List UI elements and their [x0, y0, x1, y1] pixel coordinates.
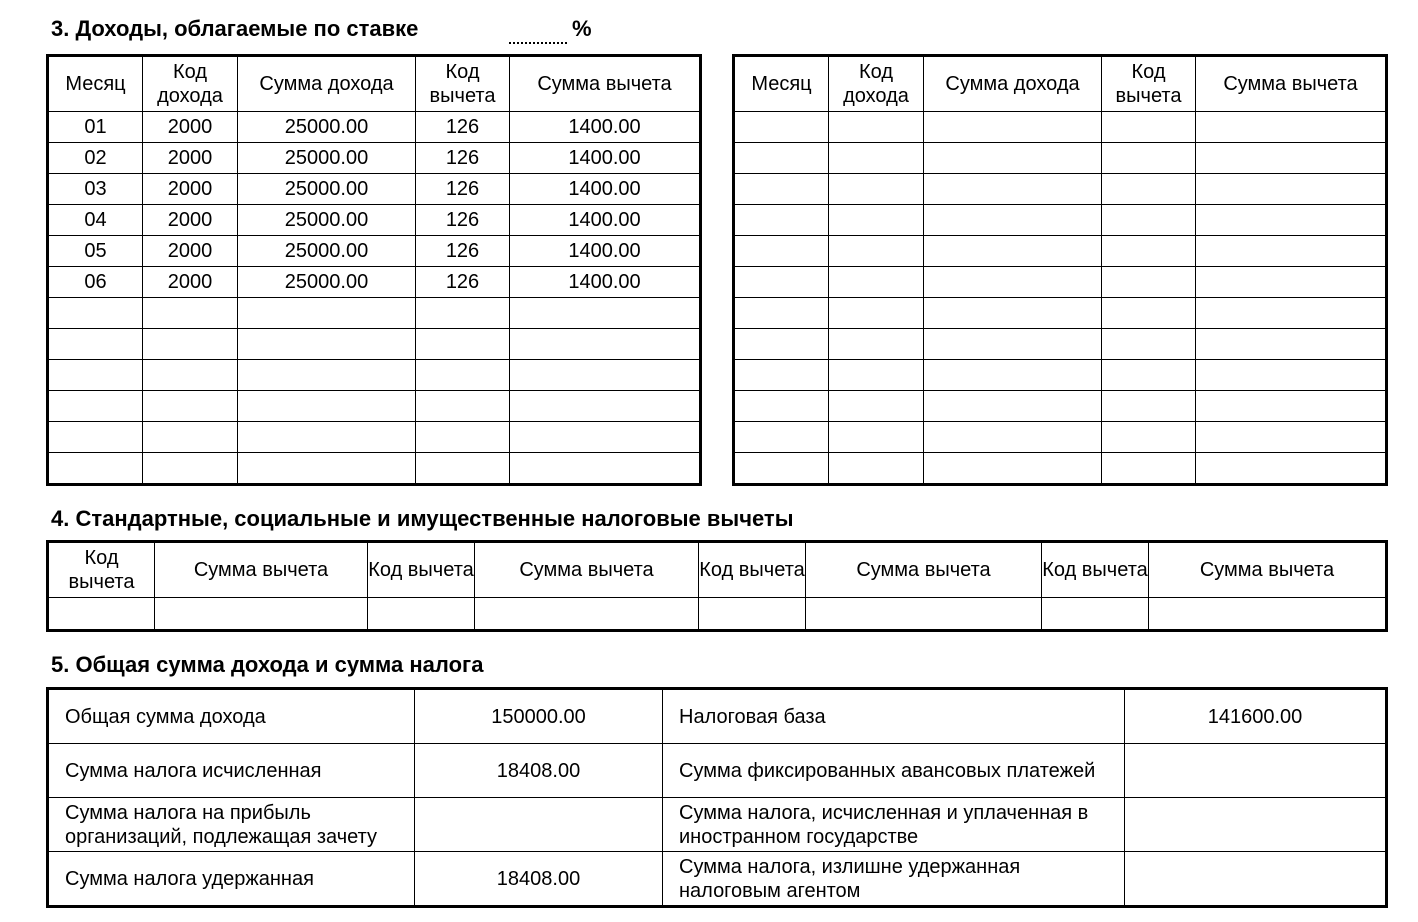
header-income-amount: Сумма дохода: [238, 56, 416, 112]
header-deduction-code: Код вычета: [416, 56, 510, 112]
table-row: [734, 112, 1387, 143]
month-cell: 01: [48, 112, 143, 143]
income-code-cell: 2000: [143, 112, 238, 143]
deduction-amount-cell: 1400.00: [510, 174, 701, 205]
excess-withheld-value: [1125, 852, 1387, 907]
deduction-amount-cell: 1400.00: [510, 112, 701, 143]
deduction-amount-cell: 1400.00: [510, 267, 701, 298]
income-amount-cell: [238, 298, 416, 329]
month-cell: [734, 112, 829, 143]
month-cell: [734, 236, 829, 267]
header-income-code: Код дохода: [143, 56, 238, 112]
deduction-code-cell: [1102, 174, 1196, 205]
section-5-title: 5. Общая сумма дохода и сумма налога: [51, 652, 484, 677]
table-row: [48, 798, 1387, 852]
deduction-amount-cell: [1196, 267, 1387, 298]
month-cell: 06: [48, 267, 143, 298]
totals-table: [46, 687, 1388, 908]
foreign-tax-value: [1125, 798, 1387, 852]
month-cell: 02: [48, 143, 143, 174]
month-cell: [734, 422, 829, 453]
month-cell: 04: [48, 205, 143, 236]
header-deduction-code: Код вычета: [368, 542, 475, 598]
header-income-code: Код дохода: [829, 56, 924, 112]
income-code-cell: [143, 391, 238, 422]
income-code-cell: 2000: [143, 143, 238, 174]
deduction-amount-cell: [806, 598, 1042, 631]
deduction-amount-cell: [510, 298, 701, 329]
deduction-amount-cell: [510, 391, 701, 422]
table-row: [48, 112, 701, 143]
deduction-amount-cell: [1196, 174, 1387, 205]
income-amount-cell: [238, 329, 416, 360]
income-table-left: [46, 54, 702, 486]
income-amount-cell: 25000.00: [238, 205, 416, 236]
income-amount-cell: [924, 298, 1102, 329]
percent-sign: %: [572, 16, 592, 41]
deduction-amount-cell: [1196, 422, 1387, 453]
income-code-cell: [143, 422, 238, 453]
tax-calculated-value: 18408.00: [415, 744, 663, 798]
header-deduction-code: Код вычета: [1102, 56, 1196, 112]
table-row: [48, 298, 701, 329]
deduction-code-cell: [416, 391, 510, 422]
deduction-code-cell: [1102, 360, 1196, 391]
tax-withheld-label: Сумма налога удержанная: [48, 852, 415, 907]
deduction-amount-cell: [510, 360, 701, 391]
deduction-code-cell: [368, 598, 475, 631]
deduction-amount-cell: [510, 329, 701, 360]
table-row: [48, 174, 701, 205]
deduction-code-cell: [1102, 298, 1196, 329]
income-code-cell: [829, 236, 924, 267]
deduction-code-cell: [1102, 329, 1196, 360]
deduction-amount-cell: 1400.00: [510, 205, 701, 236]
income-code-cell: [829, 298, 924, 329]
month-cell: [734, 329, 829, 360]
deduction-amount-cell: [475, 598, 699, 631]
deduction-code-cell: 126: [416, 112, 510, 143]
deduction-code-cell: [1102, 453, 1196, 485]
deduction-code-cell: [48, 598, 155, 631]
profit-tax-offset-label: Сумма налога на прибыль организаций, подлежащая зачету: [48, 798, 415, 852]
income-amount-cell: 25000.00: [238, 236, 416, 267]
income-code-cell: [829, 360, 924, 391]
deduction-code-cell: [416, 329, 510, 360]
table-row: [734, 174, 1387, 205]
header-deduction-code: Код вычета: [1042, 542, 1149, 598]
month-cell: [48, 360, 143, 391]
month-cell: [734, 391, 829, 422]
table-row: [48, 267, 701, 298]
income-amount-cell: [924, 236, 1102, 267]
month-cell: [734, 360, 829, 391]
month-cell: [734, 453, 829, 485]
income-code-cell: 2000: [143, 267, 238, 298]
table-row: [48, 852, 1387, 907]
income-amount-cell: 25000.00: [238, 112, 416, 143]
deduction-code-cell: [416, 298, 510, 329]
tax-base-label: Налоговая база: [663, 689, 1125, 744]
table-row: [734, 360, 1387, 391]
profit-tax-offset-value: [415, 798, 663, 852]
deduction-code-cell: 126: [416, 143, 510, 174]
income-code-cell: 2000: [143, 205, 238, 236]
income-amount-cell: [924, 329, 1102, 360]
table-row: [734, 453, 1387, 485]
deduction-code-cell: [416, 453, 510, 485]
tax-rate-blank-field: [509, 30, 567, 44]
income-table-right: [732, 54, 1388, 486]
table-row: [734, 267, 1387, 298]
tax-calculated-label: Сумма налога исчисленная: [48, 744, 415, 798]
excess-withheld-label: Сумма налога, излишне удержанная налоговым агентом: [663, 852, 1125, 907]
income-code-cell: [829, 205, 924, 236]
income-code-cell: [829, 391, 924, 422]
deduction-amount-cell: [1196, 453, 1387, 485]
income-amount-cell: [924, 205, 1102, 236]
income-code-cell: [829, 329, 924, 360]
deduction-code-cell: [1042, 598, 1149, 631]
table-row: [48, 422, 701, 453]
deduction-amount-cell: [1196, 143, 1387, 174]
header-month: Месяц: [734, 56, 829, 112]
fixed-advance-payments-value: [1125, 744, 1387, 798]
income-code-cell: [143, 329, 238, 360]
deduction-amount-cell: [1196, 329, 1387, 360]
header-month: Месяц: [48, 56, 143, 112]
income-code-cell: [829, 453, 924, 485]
month-cell: [734, 205, 829, 236]
tax-withheld-value: 18408.00: [415, 852, 663, 907]
month-cell: [734, 174, 829, 205]
deduction-amount-cell: [1196, 298, 1387, 329]
income-code-cell: 2000: [143, 236, 238, 267]
income-code-cell: [829, 422, 924, 453]
income-amount-cell: [924, 422, 1102, 453]
month-cell: 03: [48, 174, 143, 205]
income-amount-cell: 25000.00: [238, 267, 416, 298]
header-deduction-code: Код вычета: [48, 542, 155, 598]
header-deduction-amount: Сумма вычета: [475, 542, 699, 598]
fixed-advance-payments-label: Сумма фиксированных авансовых платежей: [663, 744, 1125, 798]
deduction-code-cell: 126: [416, 205, 510, 236]
income-code-cell: [829, 112, 924, 143]
table-row: [734, 205, 1387, 236]
deductions-table: [46, 540, 1388, 632]
income-code-cell: [143, 453, 238, 485]
month-cell: [48, 391, 143, 422]
deduction-code-cell: [1102, 112, 1196, 143]
section-4-title: 4. Стандартные, социальные и имущественные налоговые вычеты: [51, 506, 794, 531]
tax-base-value: 141600.00: [1125, 689, 1387, 744]
income-amount-cell: [924, 174, 1102, 205]
table-row: [48, 143, 701, 174]
table-row: [48, 453, 701, 485]
income-amount-cell: [238, 391, 416, 422]
total-income-label: Общая сумма дохода: [48, 689, 415, 744]
deduction-code-cell: [1102, 143, 1196, 174]
income-amount-cell: 25000.00: [238, 174, 416, 205]
deduction-amount-cell: [1196, 205, 1387, 236]
income-code-cell: [829, 267, 924, 298]
header-deduction-code: Код вычета: [699, 542, 806, 598]
table-row: [734, 391, 1387, 422]
month-cell: [48, 453, 143, 485]
header-deduction-amount: Сумма вычета: [806, 542, 1042, 598]
deduction-amount-cell: 1400.00: [510, 143, 701, 174]
table-row: [48, 236, 701, 267]
deduction-amount-cell: [155, 598, 368, 631]
deduction-code-cell: [1102, 267, 1196, 298]
deduction-code-cell: [699, 598, 806, 631]
deduction-code-cell: [1102, 236, 1196, 267]
income-amount-cell: [924, 267, 1102, 298]
income-amount-cell: 25000.00: [238, 143, 416, 174]
income-code-cell: [143, 298, 238, 329]
income-amount-cell: [238, 360, 416, 391]
month-cell: [734, 267, 829, 298]
total-income-value: 150000.00: [415, 689, 663, 744]
month-cell: [48, 422, 143, 453]
month-cell: [734, 143, 829, 174]
income-code-cell: [829, 174, 924, 205]
income-amount-cell: [924, 453, 1102, 485]
income-amount-cell: [238, 422, 416, 453]
header-deduction-amount: Сумма вычета: [1149, 542, 1387, 598]
month-cell: [48, 298, 143, 329]
deduction-amount-cell: [510, 422, 701, 453]
table-row: [734, 143, 1387, 174]
header-deduction-amount: Сумма вычета: [1196, 56, 1387, 112]
income-amount-cell: [238, 453, 416, 485]
table-row: [48, 329, 701, 360]
deduction-code-cell: [1102, 205, 1196, 236]
section-3-title: 3. Доходы, облагаемые по ставке: [51, 16, 419, 41]
month-cell: 05: [48, 236, 143, 267]
header-income-amount: Сумма дохода: [924, 56, 1102, 112]
deduction-code-cell: [1102, 422, 1196, 453]
income-code-cell: 2000: [143, 174, 238, 205]
table-row: [48, 205, 701, 236]
deduction-code-cell: 126: [416, 174, 510, 205]
deduction-code-cell: 126: [416, 267, 510, 298]
month-cell: [734, 298, 829, 329]
table-row: [48, 598, 1387, 631]
table-row: [734, 329, 1387, 360]
deduction-amount-cell: [1196, 112, 1387, 143]
table-row: [734, 422, 1387, 453]
income-code-cell: [829, 143, 924, 174]
income-amount-cell: [924, 143, 1102, 174]
income-code-cell: [143, 360, 238, 391]
income-amount-cell: [924, 112, 1102, 143]
table-row: [48, 360, 701, 391]
table-row: [734, 236, 1387, 267]
deduction-code-cell: 126: [416, 236, 510, 267]
deduction-amount-cell: [510, 453, 701, 485]
income-amount-cell: [924, 391, 1102, 422]
deduction-amount-cell: [1149, 598, 1387, 631]
table-row: [734, 298, 1387, 329]
month-cell: [48, 329, 143, 360]
header-deduction-amount: Сумма вычета: [510, 56, 701, 112]
foreign-tax-label: Сумма налога, исчисленная и уплаченная в иностранном государстве: [663, 798, 1125, 852]
deduction-code-cell: [416, 422, 510, 453]
table-row: [48, 689, 1387, 744]
deduction-amount-cell: [1196, 360, 1387, 391]
deduction-amount-cell: 1400.00: [510, 236, 701, 267]
deduction-code-cell: [416, 360, 510, 391]
table-row: [48, 744, 1387, 798]
header-deduction-amount: Сумма вычета: [155, 542, 368, 598]
deduction-code-cell: [1102, 391, 1196, 422]
table-row: [48, 391, 701, 422]
deduction-amount-cell: [1196, 391, 1387, 422]
deduction-amount-cell: [1196, 236, 1387, 267]
income-amount-cell: [924, 360, 1102, 391]
